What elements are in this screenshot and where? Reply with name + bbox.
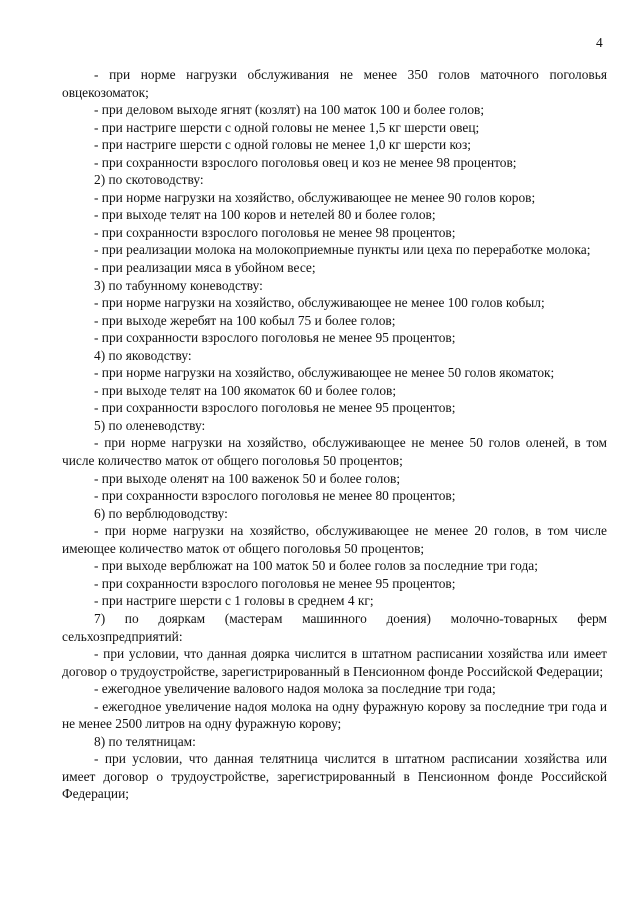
paragraph: - при сохранности взрослого поголовья не менее 95 процентов; xyxy=(94,575,456,591)
paragraph: - при деловом выходе ягнят (козлят) на 100 маток 100 и более голов; xyxy=(94,102,485,118)
paragraph: - при норме нагрузки на хозяйство, обслуживающее не менее 100 голов кобыл; xyxy=(94,295,545,311)
paragraph: - при настриге шерсти с одной головы не менее 1,5 кг шерсти овец; xyxy=(94,119,480,135)
section-heading: 4) по яководству: xyxy=(94,347,192,363)
paragraph: - при условии, что данная телятница числится в штатном расписании хозяйства или имеет договор о трудоустройстве, зарегистрированный в Пенсионном фонде Российской Федерации; xyxy=(62,751,607,802)
section-heading: 3) по табунному коневодству: xyxy=(94,277,263,293)
paragraph: - при норме нагрузки на хозяйство, обслуживающее не менее 50 голов якоматок; xyxy=(94,365,555,381)
section-heading: 2) по скотоводству: xyxy=(94,172,204,188)
paragraph: - при выходе оленят на 100 важенок 50 и более голов; xyxy=(94,470,401,486)
section-heading: 8) по телятницам: xyxy=(94,733,196,749)
paragraph: - при норме нагрузки на хозяйство, обслуживающее не менее 90 голов коров; xyxy=(94,189,536,205)
paragraph: - при выходе верблюжат на 100 маток 50 и более голов за последние три года; xyxy=(94,558,538,574)
paragraph: - при норме нагрузки обслуживания не менее 350 голов маточного поголовья овцекозоматок; xyxy=(62,67,607,100)
page-number: 4 xyxy=(596,35,603,50)
paragraph: - при реализации молока на молокоприемные пункты или цеха по переработке молока; xyxy=(94,242,591,258)
paragraph: - при сохранности взрослого поголовья не менее 98 процентов; xyxy=(94,224,456,240)
paragraph: - при сохранности взрослого поголовья не менее 80 процентов; xyxy=(94,488,456,504)
paragraph: - при норме нагрузки на хозяйство, обслуживающее не менее 20 голов, в том числе имеющее количество маток от общего поголовья 50 процентов; xyxy=(62,523,607,556)
paragraph: - при реализации мяса в убойном весе; xyxy=(94,260,316,276)
document-body xyxy=(62,66,607,803)
paragraph: - при настриге шерсти с одной головы не менее 1,0 кг шерсти коз; xyxy=(94,137,471,153)
paragraph: - при условии, что данная доярка числится в штатном расписании хозяйства или имеет договор о трудоустройстве, зарегистрированный в Пенсионном фонде Российской Федерации; xyxy=(62,646,607,679)
paragraph: - при выходе жеребят на 100 кобыл 75 и более голов; xyxy=(94,312,396,328)
paragraph: - ежегодное увеличение надоя молока на одну фуражную корову за последние три года и не менее 2500 литров на одну фуражную корову; xyxy=(62,698,607,732)
paragraph: - при сохранности взрослого поголовья не менее 95 процентов; xyxy=(94,400,456,416)
paragraph: - при настриге шерсти с 1 головы в среднем 4 кг; xyxy=(94,593,374,609)
section-heading: 7) по дояркам (мастерам машинного доения) молочно-товарных ферм сельхозпредприятий: xyxy=(62,610,607,644)
paragraph: - при сохранности взрослого поголовья не менее 95 процентов; xyxy=(94,330,456,346)
paragraph: - при норме нагрузки на хозяйство, обслуживающее не менее 50 голов оленей, в том числе количество маток от общего поголовья 50 процентов; xyxy=(62,435,607,469)
paragraph: - при выходе телят на 100 якоматок 60 и более голов; xyxy=(94,382,397,398)
paragraph: - ежегодное увеличение валового надоя молока за последние три года; xyxy=(94,681,496,697)
section-heading: 5) по оленеводству: xyxy=(94,417,206,433)
paragraph: - при выходе телят на 100 коров и нетелей 80 и более голов; xyxy=(94,207,436,223)
paragraph: - при сохранности взрослого поголовья овец и коз не менее 98 процентов; xyxy=(94,154,517,170)
section-heading: 6) по верблюдоводству: xyxy=(94,505,228,521)
